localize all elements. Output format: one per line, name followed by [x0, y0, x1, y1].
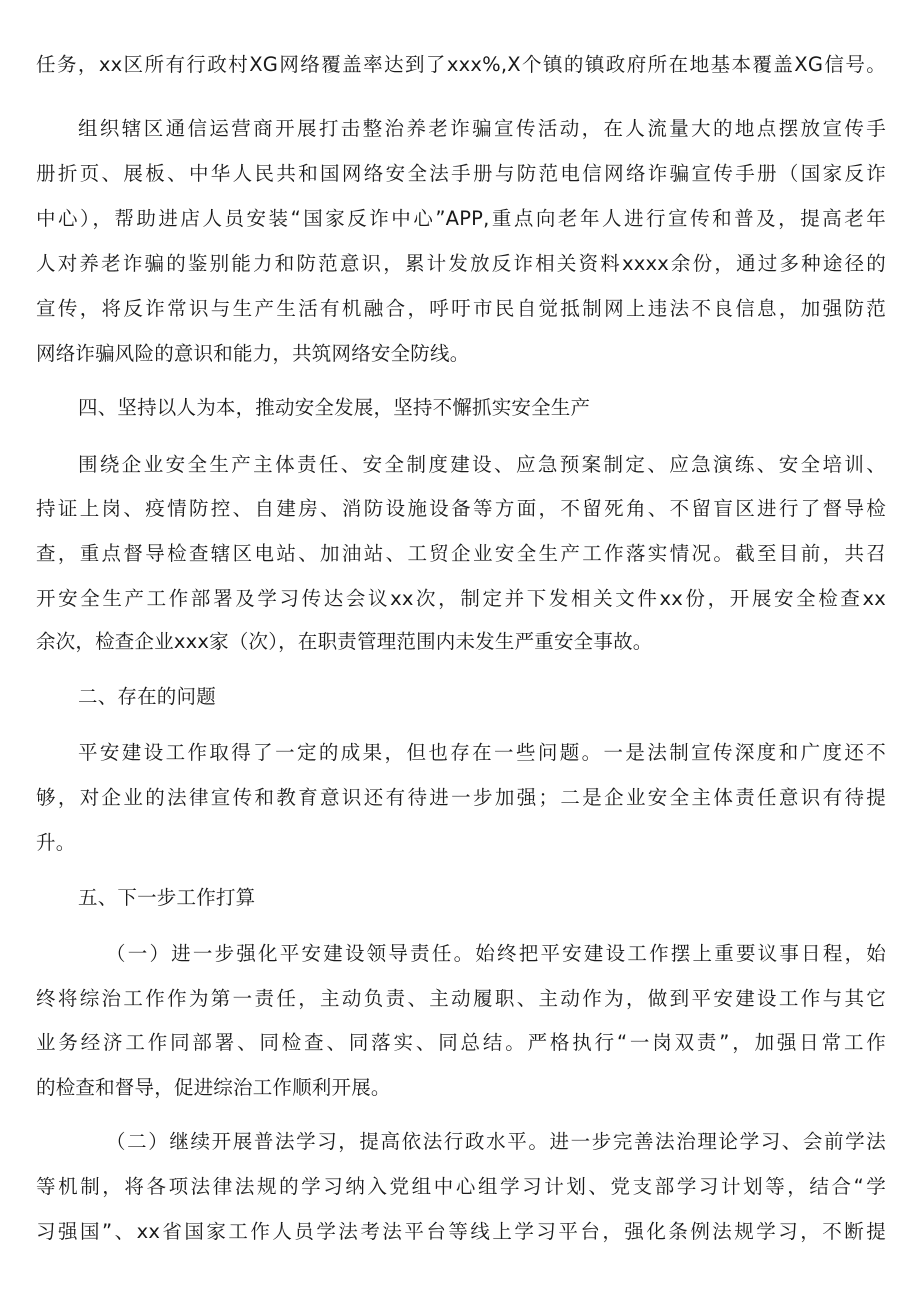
paragraph-first-line: （一）进一步强化平安建设领导责任。始终把平安建设工作摆上重要议事日程，始: [106, 942, 886, 965]
text-line: 习强国”、xx省国家工作人员学法考法平台等线上学习平台，强化条例法规学习，不断提: [36, 1220, 886, 1243]
text-line: 开安全生产工作部署及学习传达会议xx次，制定并下发相关文件xx份，开展安全检查xx: [36, 587, 886, 610]
text-line: 网络诈骗风险的意识和能力，共筑网络安全防线。: [36, 342, 470, 365]
text-line: 宣传，将反诈常识与生产生活有机融合，呼吁市民自觉抵制网上违法不良信息，加强防范: [36, 297, 886, 320]
paragraph-first-line: （二）继续开展普法学习，提高依法行政水平。进一步完善法治理论学习、会前学法: [106, 1130, 886, 1153]
section-heading: 四、坚持以人为本，推动安全发展，坚持不懈抓实安全生产: [78, 396, 591, 419]
text-line: 人对养老诈骗的鉴别能力和防范意识，累计发放反诈相关资料xxxx余份，通过多种途径的: [36, 252, 886, 275]
text-line: 够，对企业的法律宣传和教育意识还有待进一步加强；二是企业安全主体责任意识有待提: [36, 786, 886, 809]
text-line: 终将综治工作作为第一责任，主动负责、主动履职、主动作为，做到平安建设工作与其它: [36, 987, 886, 1010]
section-heading: 二、存在的问题: [78, 685, 216, 708]
text-line: 中心），帮助进店人员安装“国家反诈中心”APP,重点向老年人进行宣传和普及，提高老年: [36, 207, 886, 230]
text-line: 册折页、展板、中华人民共和国网络安全法手册与防范电信网络诈骗宣传手册（国家反诈: [36, 162, 886, 185]
text-line: 任务，xx区所有行政村XG网络覆盖率达到了xxx%,X个镇的镇政府所在地基本覆盖XG信号。: [36, 53, 886, 76]
text-line: 业务经济工作同部署、同检查、同落实、同总结。严格执行“一岗双责”，加强日常工作: [36, 1031, 886, 1054]
text-line: 余次，检查企业xxx家（次），在职责管理范围内未发生严重安全事故。: [36, 630, 653, 653]
paragraph-first-line: 组织辖区通信运营商开展打击整治养老诈骗宣传活动，在人流量大的地点摆放宣传手: [78, 117, 886, 140]
text-line: 查，重点督导检查辖区电站、加油站、工贸企业安全生产工作落实情况。截至目前，共召: [36, 542, 886, 565]
section-heading: 五、下一步工作打算: [78, 886, 256, 909]
text-line: 持证上岗、疫情防控、自建房、消防设施设备等方面，不留死角、不留盲区进行了督导检: [36, 497, 886, 520]
paragraph-first-line: 平安建设工作取得了一定的成果，但也存在一些问题。一是法制宣传深度和广度还不: [78, 741, 886, 764]
text-line: 升。: [36, 831, 76, 854]
paragraph-first-line: 围绕企业安全生产主体责任、安全制度建设、应急预案制定、应急演练、安全培训、: [78, 453, 886, 476]
text-line: 的检查和督导，促进综治工作顺利开展。: [36, 1076, 391, 1099]
text-line: 等机制，将各项法律法规的学习纳入党组中心组学习计划、党支部学习计划等，结合“学: [36, 1175, 886, 1198]
